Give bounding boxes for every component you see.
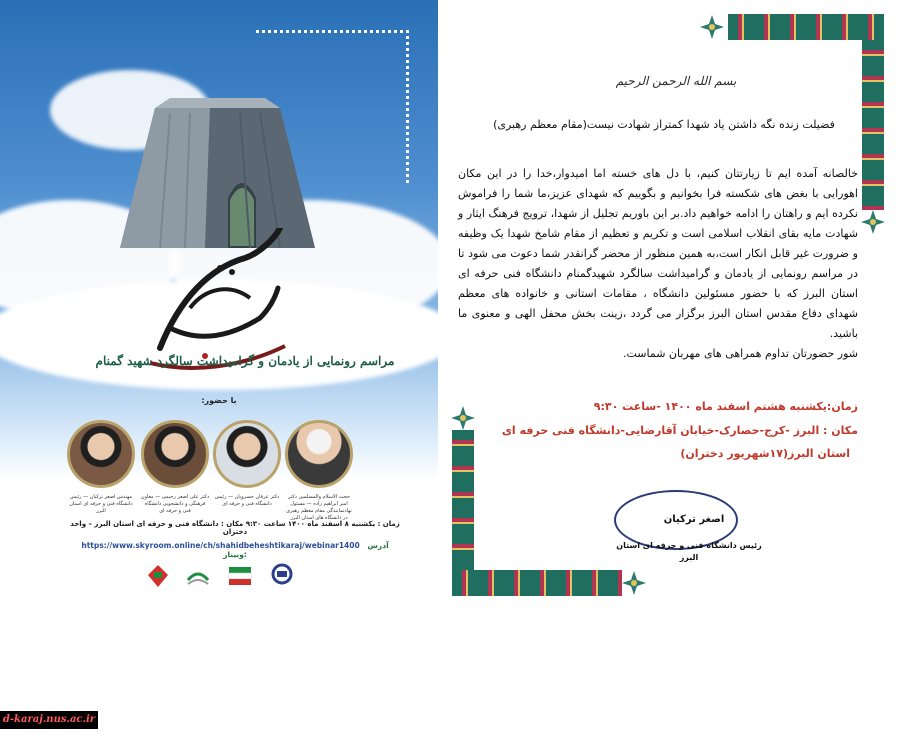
ornament-border-right xyxy=(862,40,884,210)
speaker-card xyxy=(284,420,354,522)
speaker-card xyxy=(140,420,210,515)
poster-subtitle: مراسم رونمایی از یادمان و گرامیداشت سالگرد شهید گمنام xyxy=(95,354,395,368)
event-time-place: زمان : یکشنبه ۸ اسفند ماه ۱۴۰۰ ساعت ۹:۳۰ مکان : دانشگاه فنی و حرفه ای استان البرز – واحد دختران xyxy=(70,520,400,536)
ornament-border-bottom xyxy=(452,570,622,596)
speaker-card xyxy=(66,420,136,515)
speaker-card xyxy=(212,420,282,508)
event-place-branch: استان البرز(۱۷شهریور دختران) xyxy=(680,447,850,460)
signer-title: رئیس دانشگاه فنی و حرفه ای استان البرز xyxy=(616,541,762,562)
ornament-star-icon xyxy=(700,15,724,39)
ornament-star-icon xyxy=(861,210,885,234)
tvu-logo-icon xyxy=(268,562,296,590)
invitation-body xyxy=(458,164,858,364)
webinar-address-label: آدرس وبینار: xyxy=(223,541,389,559)
webinar-url[interactable]: https://www.skyroom.online/ch/shahidbeheshtikaraj/webinar1400 xyxy=(81,541,360,550)
webinar-address xyxy=(80,541,390,559)
leader-quote: فضیلت زنده نگه داشتن یاد شهدا کمتراز شهادت نیست(مقام معظم رهبری) xyxy=(493,118,835,131)
speaker-name: مهندس اصغر ترکیان — رئیس دانشگاه فنی و حرفه ای استان البرز xyxy=(69,494,133,514)
cultural-logo-icon xyxy=(184,562,212,590)
flag-logo-icon xyxy=(226,562,254,590)
speaker-name: دکتر علی اصغر رحیمی — معاون فرهنگی و دانشجویی دانشگاه فنی و حرفه ای xyxy=(140,494,210,514)
with-presence-label: با حضور: xyxy=(201,396,237,405)
speaker-name: حجت الاسلام والمسلمین دکتر امیر ابراهیم زاده — مسئول نهادنمایندگی مقام معظم رهبری در دانشگاه های استان البرز xyxy=(286,494,352,521)
signer-name: اصغر ترکیان xyxy=(663,514,725,525)
ornament-border-top xyxy=(728,14,884,40)
event-place: مکان : البرز -کرج-حصارک-خیابان آقارضایی-دانشگاه فنی حرفه ای xyxy=(501,424,858,437)
body-paragraph: خالصانه آمده ایم تا زیارتتان کنیم، با دل های خسته اما امیدوار،خدا را در این مکان اهورایی با بغض های شکسته فرا بخوانیم و بگوییم که شهدای عزیز،ما شما را فراموش نکرده ایم و راهتان را ادامه خواهیم داد.بر این باوریم تجلیل از شهدا، ترویج فرهنگ ایثار و شهادت مایه بقای انقلاب اسلامی است و تکریم و تعظیم از مقام شامخ شهدا یک وظیفه و ضرورت غیر قابل انکار است،به همین منظور از محضر گرانقدر شما دعوت می شود تا در مراسم رونمایی از یادمان و گرامیداشت سالگرد شهیدگمنام دانشگاه فنی حرفه ای استان البرز که با حضور مسئولین دانشگاه ، مقامات استانی و خانواده های معظم شهدای دفاع مقدس استان البرز برگزار می گردد ،زینت بخش محفل الهی و معنوی ما باشید. xyxy=(458,167,858,340)
sponsor-logos xyxy=(140,562,310,598)
site-watermark: d-karaj.nus.ac.ir xyxy=(0,711,98,729)
speaker-photo xyxy=(213,420,281,488)
closing-line: شور حضورتان تداوم همراهی های مهربان شماست. xyxy=(622,347,858,360)
basij-logo-icon xyxy=(144,562,172,590)
event-time: زمان:یکشنبه هشتم اسفند ماه ۱۴۰۰ -ساعت ۹:۳۰ xyxy=(593,400,858,413)
ornament-star-icon xyxy=(622,571,646,595)
speaker-photo xyxy=(141,420,209,488)
event-poster xyxy=(0,0,438,614)
speaker-photo xyxy=(67,420,135,488)
speaker-photo xyxy=(285,420,353,488)
bismillah-heading: بسم الله الرحمن الرحیم xyxy=(615,74,737,88)
speaker-name: دکتر عرفان خسرویان — رئیس دانشگاه فنی و حرفه ای xyxy=(214,494,280,507)
invitation-letter xyxy=(438,0,900,614)
